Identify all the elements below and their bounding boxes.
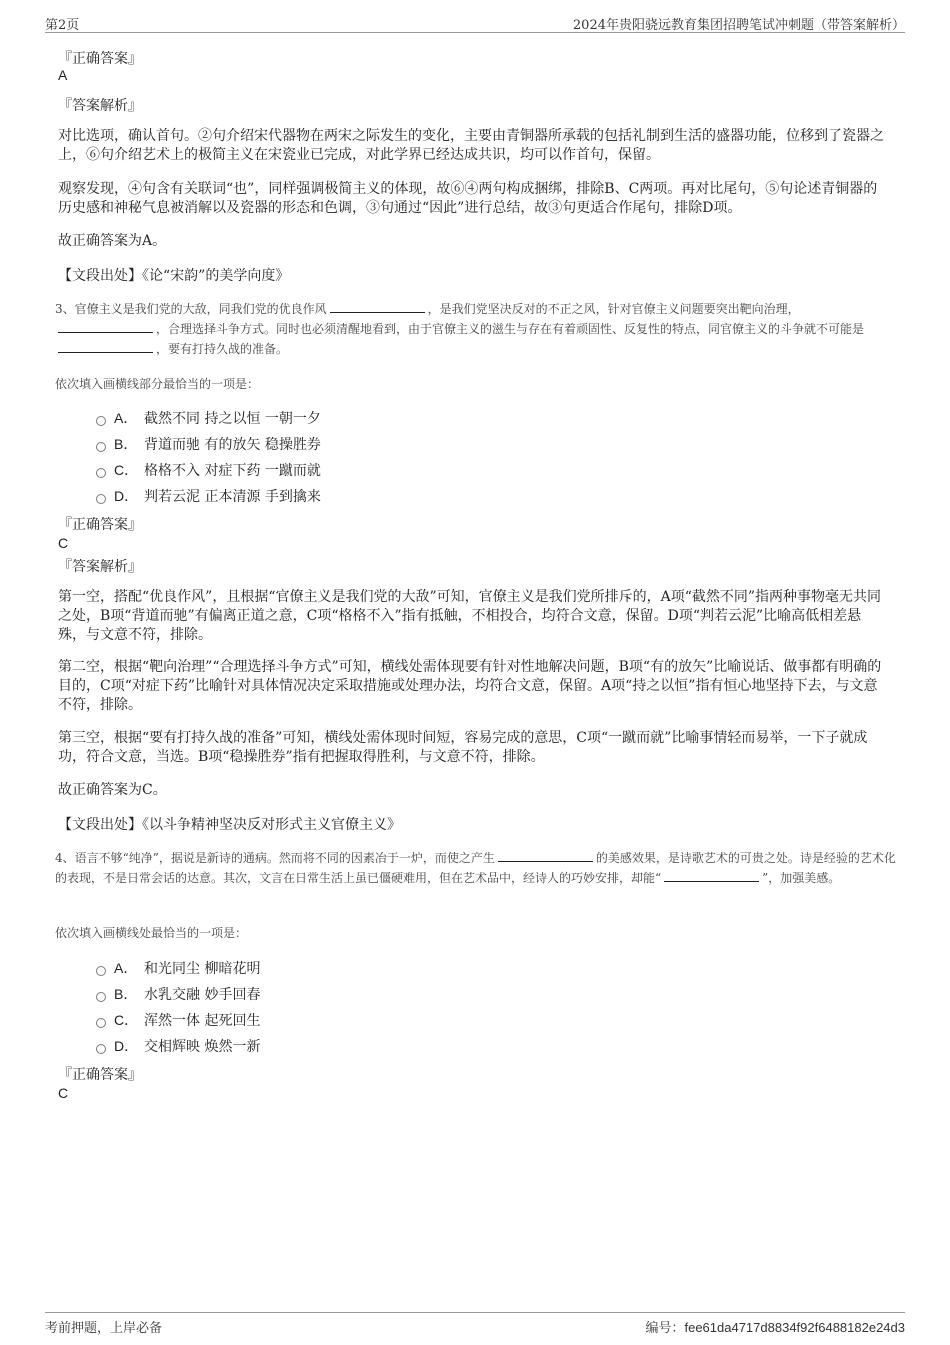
analysis-paragraph: 故正确答案为A。: [58, 233, 167, 249]
option-b[interactable]: B． 背道而驰 有的放矢 稳操胜券: [96, 433, 321, 455]
fill-blank: [498, 849, 593, 862]
document-id: 编号：fee61da4717d8834f92f6488182e24d3: [645, 1320, 905, 1335]
analysis-paragraph: 故正确答案为C。: [58, 782, 167, 798]
page-header: [45, 12, 905, 33]
fill-blank: [58, 320, 153, 333]
page-number: 第2页: [45, 18, 80, 33]
analysis-paragraph: 第一空，搭配“优良作风”，且根据“官僚主义是我们党的大敌”可知，官僚主义是我们党所排斥的，A项“截然不同”指两种事物毫无共同之处，B项“背道而驰”有偏离正道之意，C项“格格不入”指有抵触，不相投合，均符合文意，保留。D项“判若云泥”比喻高低相差悬殊，与文意不符，排除。: [58, 589, 882, 643]
radio-icon[interactable]: [96, 992, 106, 1002]
radio-icon[interactable]: [96, 416, 106, 426]
radio-icon[interactable]: [96, 966, 106, 976]
analysis-paragraph: 第三空，根据“要有打持久战的准备”可知，横线处需体现时间短，容易完成的意思，C项“一蹴而就”比喻事情轻而易举，一下子就成功，符合文意，当选。B项“稳操胜券”指有把握取得胜利，与文意不符，排除。: [58, 730, 868, 765]
source-citation: 【文段出处】《论“宋韵”的美学向度》: [58, 268, 290, 284]
question-prompt: 依次填入画横线部分最恰当的一项是：: [55, 377, 260, 391]
source-citation: 【文段出处】《以斗争精神坚决反对形式主义官僚主义》: [58, 817, 401, 833]
option-d[interactable]: D． 交相辉映 焕然一新: [96, 1035, 260, 1057]
correct-answer: C: [58, 535, 69, 551]
answer-label: 『正确答案』: [58, 517, 142, 533]
fill-blank: [330, 300, 425, 313]
option-d[interactable]: D． 判若云泥 正本清源 手到擒来: [96, 485, 321, 507]
footer-slogan: 考前押题，上岸必备: [45, 1321, 163, 1336]
document-title: 2024年贵阳骁远教育集团招聘笔试冲刺题（带答案解析）: [572, 18, 905, 33]
radio-icon[interactable]: [96, 442, 106, 452]
option-a[interactable]: A． 截然不同 持之以恒 一朝一夕: [96, 407, 321, 429]
analysis-paragraph: 第二空，根据“靶向治理”“合理选择斗争方式”可知，横线处需体现要有针对性地解决问题，B项“有的放矢”比喻说话、做事都有明确的目的，C项“对症下药”比喻针对具体情况决定采取措施或处理办法，均符合文意，保留。A项“持之以恒”指有恒心地坚持下去，与文意不符，排除。: [58, 659, 882, 713]
question-prompt: 依次填入画横线处最恰当的一项是：: [55, 926, 248, 940]
radio-icon[interactable]: [96, 468, 106, 478]
option-a[interactable]: A． 和光同尘 柳暗花明: [96, 957, 260, 979]
option-b[interactable]: B． 水乳交融 妙手回春: [96, 983, 260, 1005]
fill-blank: [664, 869, 759, 882]
option-c[interactable]: C． 格格不入 对症下药 一蹴而就: [96, 459, 321, 481]
radio-icon[interactable]: [96, 1018, 106, 1028]
option-c[interactable]: C． 浑然一体 起死回生: [96, 1009, 260, 1031]
analysis-label: 『答案解析』: [58, 559, 142, 575]
correct-answer: A: [58, 67, 68, 83]
analysis-label: 『答案解析』: [58, 98, 142, 114]
radio-icon[interactable]: [96, 494, 106, 504]
question-4-stem: 4、语言不够“纯净”，据说是新诗的通病。然而将不同的因素冶于一炉，而使之产生 的美感效果，是诗歌艺术的可贵之处。诗是经验的艺术化的表现，不是日常会话的达意。其次，文言在日常生活上虽已僵硬难用，但在艺术品中，经诗人的巧妙安排，却能“ ”，加强美感。: [55, 851, 896, 885]
radio-icon[interactable]: [96, 1044, 106, 1054]
fill-blank: [58, 340, 153, 353]
answer-label: 『正确答案』: [58, 51, 142, 67]
analysis-paragraph: 对比选项，确认首句。②句介绍宋代器物在两宋之际发生的变化，主要由青铜器所承载的包括礼制到生活的盛器功能，位移到了瓷器之上，⑥句介绍艺术上的极简主义在宋瓷业已完成，对此学界已经达成共识，均可以作首句，保留。: [58, 128, 884, 163]
correct-answer: C: [58, 1085, 69, 1101]
question-3-stem: 3、官僚主义是我们党的大敌，同我们党的优良作风 ，是我们党坚决反对的不正之风，针对官僚主义问题要突出靶向治理，，合理选择斗争方式。同时也必须清醒地看到，由于官僚主义的滋生与存在有着顽固性、反复性的特点，同官僚主义的斗争就不可能是，要有打持久战的准备。: [55, 302, 865, 356]
answer-label: 『正确答案』: [58, 1067, 142, 1083]
analysis-paragraph: 观察发现，④句含有关联词“也”，同样强调极简主义的体现，故⑥④两句构成捆绑，排除B、C两项。再对比尾句，⑤句论述青铜器的历史感和神秘气息被消解以及瓷器的形态和色调，③句通过“因此”进行总结，故③句更适合作尾句，排除D项。: [58, 181, 878, 216]
page-footer: [45, 1312, 905, 1337]
